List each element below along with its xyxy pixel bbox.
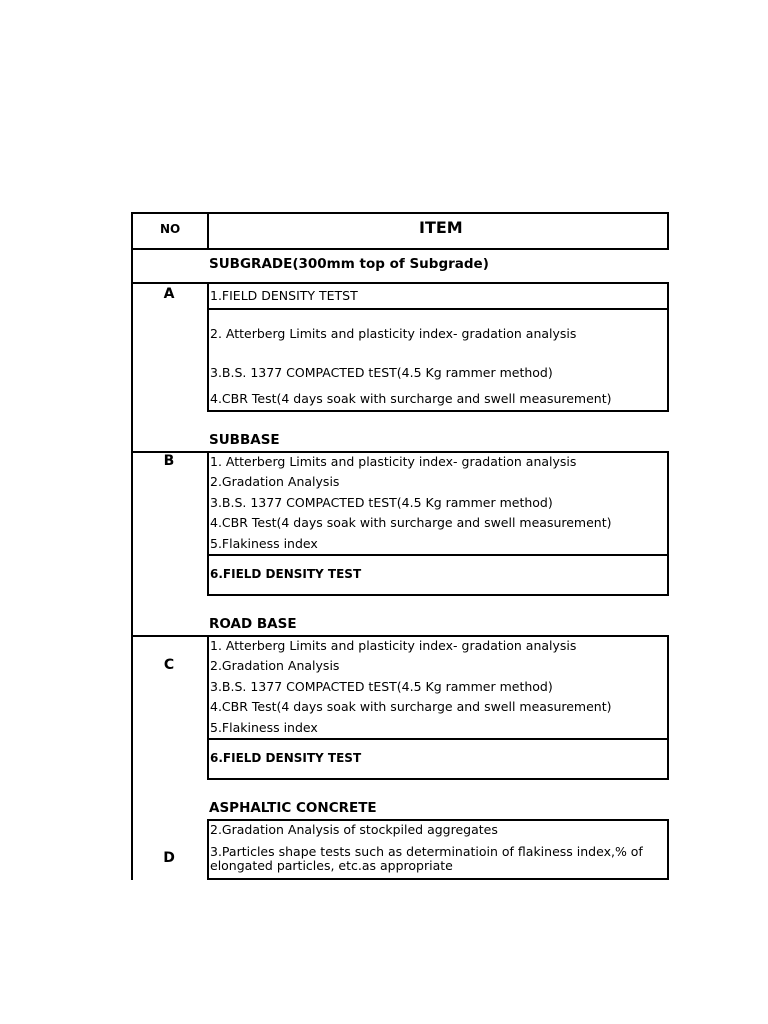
table-left-border (131, 212, 133, 880)
section-b-top-border (131, 451, 669, 453)
section-a-title: SUBGRADE(300mm top of Subgrade) (209, 256, 489, 272)
section-c-letter: C (163, 657, 175, 673)
section-a-col-divider (207, 282, 209, 412)
section-a-item-2: 2. Atterberg Limits and plasticity index- gradation analysis (210, 326, 577, 341)
header-item: ITEM (419, 218, 463, 237)
section-c-top-border (131, 635, 669, 637)
section-c-item-2: 2.Gradation Analysis (210, 658, 340, 673)
section-a-item-4: 4.CBR Test(4 days soak with surcharge and swell measurement) (210, 391, 612, 406)
section-b-item-1: 1. Atterberg Limits and plasticity index- gradation analysis (210, 454, 577, 469)
section-d-col-divider (207, 819, 209, 880)
section-c-item-3: 3.B.S. 1377 COMPACTED tEST(4.5 Kg rammer method) (210, 679, 553, 694)
section-d-item-1: 2.Gradation Analysis of stockpiled aggregates (210, 822, 498, 837)
column-divider (207, 212, 209, 250)
header-top-border (131, 212, 669, 214)
table-right-border (667, 212, 669, 250)
section-d-right-border (667, 819, 669, 880)
section-c-item-5: 5.Flakiness index (210, 720, 318, 735)
section-c-right-border (667, 635, 669, 780)
section-c-col-divider (207, 635, 209, 780)
section-b-item-2: 2.Gradation Analysis (210, 474, 340, 489)
section-a-row-divider (207, 308, 669, 310)
section-c-row-divider (207, 738, 669, 740)
section-a-item-1: 1.FIELD DENSITY TETST (210, 288, 358, 303)
section-d-top-border (207, 819, 669, 821)
section-b-row-divider (207, 554, 669, 556)
section-a-bottom-border (207, 410, 669, 412)
section-b-bottom-border (207, 594, 669, 596)
section-a-top-border (131, 282, 669, 284)
section-b-item-5: 5.Flakiness index (210, 536, 318, 551)
section-a-item-3: 3.B.S. 1377 COMPACTED tEST(4.5 Kg rammer method) (210, 365, 553, 380)
header-no: NO (160, 222, 181, 236)
section-c-item-6: 6.FIELD DENSITY TEST (210, 751, 362, 765)
header-bottom-border (131, 248, 669, 250)
section-d-item-2: 3.Particles shape tests such as determinatioin of flakiness index,% of elongated particles, etc.as appropriate (210, 844, 643, 873)
section-d-title: ASPHALTIC CONCRETE (209, 800, 377, 816)
section-a-right-border (667, 282, 669, 412)
section-d-bottom-border (207, 878, 669, 880)
section-d-letter: D (163, 850, 175, 866)
section-c-bottom-border (207, 778, 669, 780)
section-c-item-1: 1. Atterberg Limits and plasticity index- gradation analysis (210, 638, 577, 653)
section-b-item-3: 3.B.S. 1377 COMPACTED tEST(4.5 Kg rammer method) (210, 495, 553, 510)
section-b-col-divider (207, 451, 209, 596)
section-c-item-4: 4.CBR Test(4 days soak with surcharge and swell measurement) (210, 699, 612, 714)
section-a-letter: A (163, 286, 175, 302)
section-b-item-6: 6.FIELD DENSITY TEST (210, 567, 362, 581)
section-b-title: SUBBASE (209, 432, 280, 448)
section-b-item-4: 4.CBR Test(4 days soak with surcharge and swell measurement) (210, 515, 612, 530)
section-b-right-border (667, 451, 669, 596)
section-c-title: ROAD BASE (209, 616, 297, 632)
section-b-letter: B (163, 453, 175, 469)
